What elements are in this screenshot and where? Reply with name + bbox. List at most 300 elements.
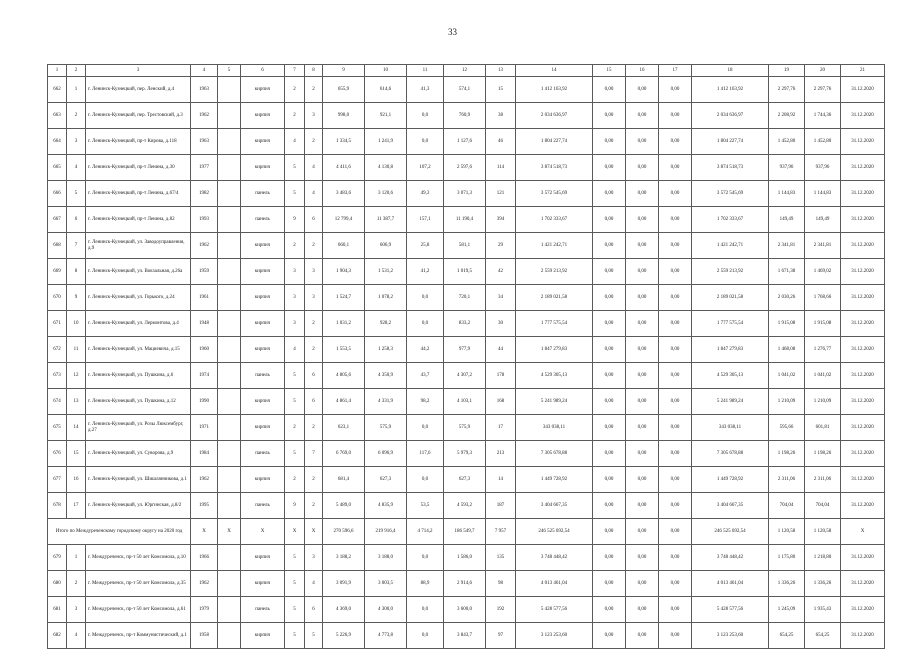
- cell-c19: 1 120,58: [769, 519, 805, 545]
- cell-address: г. Ленинск-Кузнецкий, пр-т Ленина, д.67/4: [86, 181, 191, 207]
- cell-c5: [218, 233, 241, 259]
- cell-c19: 2 030,26: [769, 285, 805, 311]
- cell-c10: 4 300,0: [365, 597, 407, 623]
- cell-c11: 88,9: [407, 571, 444, 597]
- cell-c11: 0,0: [407, 467, 444, 493]
- cell-c7: 5: [285, 389, 305, 415]
- cell-c18: 343 038,11: [692, 415, 769, 441]
- cell-c2: 12: [67, 363, 86, 389]
- cell-c15: 0,00: [593, 233, 626, 259]
- cell-c8: 5: [305, 623, 323, 649]
- column-header-4: 4: [191, 65, 218, 77]
- cell-c18: 246 525 692,54: [692, 519, 769, 545]
- table-row: [48, 207, 885, 233]
- cell-c18: 2 559 213,92: [692, 259, 769, 285]
- cell-c12: 3 600,0: [444, 597, 486, 623]
- column-header-11: 11: [407, 65, 444, 77]
- cell-c20: 1 210,09: [805, 389, 841, 415]
- column-header-9: 9: [323, 65, 365, 77]
- cell-c4: 1962: [191, 103, 218, 129]
- cell-c1: 667: [48, 207, 67, 233]
- table-row: [48, 337, 885, 363]
- cell-c18: 4 529 305,13: [692, 363, 769, 389]
- cell-address: г. Ленинск-Кузнецкий, ул. Юргинская, д.8/2: [86, 493, 191, 519]
- cell-c7: 3: [285, 311, 305, 337]
- cell-c6: кирпич: [241, 337, 285, 363]
- cell-c11: 0,0: [407, 415, 444, 441]
- cell-c17: 0,00: [659, 103, 692, 129]
- cell-c5: [218, 285, 241, 311]
- cell-c18: 5 428 577,56: [692, 597, 769, 623]
- cell-c20: 1 744,36: [805, 103, 841, 129]
- cell-c21: 31.12.2020: [841, 389, 885, 415]
- cell-c9: 4 411,6: [323, 155, 365, 181]
- cell-c2: 4: [67, 623, 86, 649]
- cell-c19: 1 198,26: [769, 441, 805, 467]
- table-row: [48, 181, 885, 207]
- cell-c7: 2: [285, 103, 305, 129]
- cell-c13: 15: [486, 77, 516, 103]
- cell-c9: 1 031,2: [323, 311, 365, 337]
- cell-address: г. Ленинск-Кузнецкий, ул. Пушкина, д.6: [86, 363, 191, 389]
- cell-c18: 3 572 545,69: [692, 181, 769, 207]
- cell-c2: 6: [67, 207, 86, 233]
- cell-c2: 2: [67, 103, 86, 129]
- cell-c19: 1 041,02: [769, 363, 805, 389]
- cell-c6: X: [241, 519, 285, 545]
- cell-c9: 660,1: [323, 233, 365, 259]
- cell-c18: 2 189 021,58: [692, 285, 769, 311]
- cell-c6: панель: [241, 441, 285, 467]
- cell-c17: 0,00: [659, 493, 692, 519]
- cell-c8: 4: [305, 571, 323, 597]
- cell-c18: 1 412 163,92: [692, 77, 769, 103]
- cell-c7: 5: [285, 545, 305, 571]
- cell-c9: 1 553,5: [323, 337, 365, 363]
- cell-c12: 186 549,7: [444, 519, 486, 545]
- cell-c7: 2: [285, 467, 305, 493]
- cell-c12: 1 586,0: [444, 545, 486, 571]
- table-row: [48, 103, 885, 129]
- cell-c11: 25,8: [407, 233, 444, 259]
- cell-c15: 0,00: [593, 389, 626, 415]
- cell-c11: 0,0: [407, 285, 444, 311]
- cell-c4: 1962: [191, 467, 218, 493]
- cell-c21: 31.12.2020: [841, 467, 885, 493]
- cell-c11: 0,0: [407, 311, 444, 337]
- cell-c15: 0,00: [593, 597, 626, 623]
- cell-c19: 149,49: [769, 207, 805, 233]
- column-header-7: 7: [285, 65, 305, 77]
- cell-c9: 5 226,9: [323, 623, 365, 649]
- cell-c12: 4 593,2: [444, 493, 486, 519]
- cell-c13: 213: [486, 441, 516, 467]
- cell-c19: 937,96: [769, 155, 805, 181]
- table-row: [48, 415, 885, 441]
- cell-c4: 1960: [191, 337, 218, 363]
- cell-c21: 31.12.2020: [841, 311, 885, 337]
- cell-c18: 1 702 333,67: [692, 207, 769, 233]
- cell-c21: 31.12.2020: [841, 597, 885, 623]
- cell-c2: 14: [67, 415, 86, 441]
- cell-c6: кирпич: [241, 155, 285, 181]
- cell-c20: 704,04: [805, 493, 841, 519]
- cell-c21: 31.12.2020: [841, 285, 885, 311]
- cell-c9: 5 489,0: [323, 493, 365, 519]
- cell-c14: 3 572 545,69: [516, 181, 593, 207]
- cell-c5: [218, 389, 241, 415]
- cell-c5: [218, 311, 241, 337]
- cell-c10: 11 387,7: [365, 207, 407, 233]
- cell-c16: 0,00: [626, 181, 659, 207]
- cell-c16: 0,00: [626, 259, 659, 285]
- cell-c8: 3: [305, 285, 323, 311]
- cell-c5: [218, 623, 241, 649]
- cell-c1: 678: [48, 493, 67, 519]
- cell-c7: 3: [285, 285, 305, 311]
- cell-c20: 1 120,58: [805, 519, 841, 545]
- cell-c8: 6: [305, 363, 323, 389]
- column-header-5: 5: [218, 65, 241, 77]
- cell-c9: 6 769,0: [323, 441, 365, 467]
- cell-c4: 1993: [191, 207, 218, 233]
- cell-c17: 0,00: [659, 311, 692, 337]
- cell-c17: 0,00: [659, 597, 692, 623]
- cell-c19: 2 341,81: [769, 233, 805, 259]
- total-label: Итого по Междуреченскому городскому округу на 2020 год: [48, 519, 191, 545]
- cell-c5: [218, 103, 241, 129]
- cell-c12: 1 127,6: [444, 129, 486, 155]
- cell-c17: 0,00: [659, 363, 692, 389]
- cell-c6: кирпич: [241, 389, 285, 415]
- cell-c6: кирпич: [241, 233, 285, 259]
- cell-c18: 1 777 575,54: [692, 311, 769, 337]
- cell-c9: 1 334,5: [323, 129, 365, 155]
- cell-c15: 0,00: [593, 155, 626, 181]
- cell-address: г. Ленинск-Кузнецкий, ул. Шишлянникова, д.1: [86, 467, 191, 493]
- cell-c1: 671: [48, 311, 67, 337]
- cell-c12: 5 979,3: [444, 441, 486, 467]
- cell-c13: 46: [486, 129, 516, 155]
- cell-c17: 0,00: [659, 259, 692, 285]
- cell-c1: 676: [48, 441, 67, 467]
- cell-c1: 681: [48, 597, 67, 623]
- cell-c19: 1 915,08: [769, 311, 805, 337]
- cell-c8: 2: [305, 77, 323, 103]
- cell-c6: панель: [241, 493, 285, 519]
- cell-c21: X: [841, 519, 885, 545]
- cell-c6: кирпич: [241, 623, 285, 649]
- cell-c16: 0,00: [626, 311, 659, 337]
- cell-c19: 704,04: [769, 493, 805, 519]
- cell-c1: 662: [48, 77, 67, 103]
- cell-c14: 246 525 692,54: [516, 519, 593, 545]
- cell-c4: 1962: [191, 571, 218, 597]
- cell-c12: 574,1: [444, 77, 486, 103]
- cell-c21: 31.12.2020: [841, 77, 885, 103]
- cell-c1: 673: [48, 363, 67, 389]
- column-number-row: [48, 65, 885, 77]
- cell-c2: 17: [67, 493, 86, 519]
- cell-c12: 575,9: [444, 415, 486, 441]
- cell-c9: 655,9: [323, 77, 365, 103]
- cell-c17: 0,00: [659, 545, 692, 571]
- cell-c14: 343 038,11: [516, 415, 593, 441]
- cell-c13: 44: [486, 337, 516, 363]
- cell-address: г. Ленинск-Кузнецкий, ул. Мациевича, д.15: [86, 337, 191, 363]
- cell-c8: 2: [305, 311, 323, 337]
- cell-c21: 31.12.2020: [841, 155, 885, 181]
- cell-c5: [218, 571, 241, 597]
- cell-c6: панель: [241, 363, 285, 389]
- cell-c12: 720,1: [444, 285, 486, 311]
- cell-c21: 31.12.2020: [841, 415, 885, 441]
- cell-c8: 2: [305, 493, 323, 519]
- cell-c21: 31.12.2020: [841, 363, 885, 389]
- cell-c11: 117,6: [407, 441, 444, 467]
- column-header-15: 15: [593, 65, 626, 77]
- cell-c9: 998,0: [323, 103, 365, 129]
- cell-c5: [218, 467, 241, 493]
- table-row: [48, 467, 885, 493]
- cell-c14: 2 559 213,92: [516, 259, 593, 285]
- cell-c15: 0,00: [593, 519, 626, 545]
- cell-c14: 1 421 242,71: [516, 233, 593, 259]
- cell-c6: кирпич: [241, 285, 285, 311]
- cell-c18: 5 241 989,24: [692, 389, 769, 415]
- cell-c21: 31.12.2020: [841, 233, 885, 259]
- cell-c8: 2: [305, 467, 323, 493]
- cell-c13: 29: [486, 233, 516, 259]
- cell-c2: 7: [67, 233, 86, 259]
- cell-c18: 7 305 678,88: [692, 441, 769, 467]
- cell-c8: 2: [305, 415, 323, 441]
- cell-c4: 1963: [191, 77, 218, 103]
- cell-c6: панель: [241, 181, 285, 207]
- cell-c11: 157,1: [407, 207, 444, 233]
- cell-c2: 9: [67, 285, 86, 311]
- cell-c17: 0,00: [659, 207, 692, 233]
- table-row: [48, 259, 885, 285]
- cell-c6: кирпич: [241, 467, 285, 493]
- column-header-2: 2: [67, 65, 86, 77]
- table-row: [48, 623, 885, 649]
- cell-c19: 1 468,08: [769, 337, 805, 363]
- page-number: 33: [448, 27, 457, 37]
- cell-c14: 1 847 279,83: [516, 337, 593, 363]
- cell-c13: 97: [486, 623, 516, 649]
- column-header-6: 6: [241, 65, 285, 77]
- cell-c5: X: [218, 519, 241, 545]
- cell-c6: кирпич: [241, 259, 285, 285]
- cell-c19: 1 175,80: [769, 545, 805, 571]
- cell-c18: 1 847 279,83: [692, 337, 769, 363]
- cell-c20: 1 469,02: [805, 259, 841, 285]
- cell-c18: 3 123 253,60: [692, 623, 769, 649]
- column-header-1: 1: [48, 65, 67, 77]
- cell-c5: [218, 259, 241, 285]
- cell-c15: 0,00: [593, 337, 626, 363]
- cell-c4: 1979: [191, 597, 218, 623]
- cell-c17: 0,00: [659, 623, 692, 649]
- cell-address: г. Ленинск-Кузнецкий, ул. Пушкина, д.12: [86, 389, 191, 415]
- cell-c10: 3 003,5: [365, 571, 407, 597]
- cell-c19: 1 210,09: [769, 389, 805, 415]
- table-row: [48, 129, 885, 155]
- cell-c16: 0,00: [626, 129, 659, 155]
- cell-c14: 3 123 253,60: [516, 623, 593, 649]
- cell-c2: 13: [67, 389, 86, 415]
- cell-c6: кирпич: [241, 129, 285, 155]
- cell-address: г. Ленинск-Кузнецкий, ул. Горького, д.24: [86, 285, 191, 311]
- cell-c4: 1995: [191, 493, 218, 519]
- cell-c11: 98,2: [407, 389, 444, 415]
- cell-c20: 1 144,83: [805, 181, 841, 207]
- cell-c6: панель: [241, 597, 285, 623]
- cell-c4: 1963: [191, 129, 218, 155]
- cell-c16: 0,00: [626, 467, 659, 493]
- cell-c9: 3 188,2: [323, 545, 365, 571]
- cell-c18: 3 404 667,35: [692, 493, 769, 519]
- cell-address: г. Ленинск-Кузнецкий, пр-т Ленина, д.30: [86, 155, 191, 181]
- cell-address: г. Междуреченск, пр-т 50 лет Комсомола, д.61: [86, 597, 191, 623]
- cell-c21: 31.12.2020: [841, 493, 885, 519]
- cell-c20: 1 218,80: [805, 545, 841, 571]
- column-header-21: 21: [841, 65, 885, 77]
- cell-c4: 1966: [191, 545, 218, 571]
- table-row: [48, 597, 885, 623]
- cell-c14: 1 777 575,54: [516, 311, 593, 337]
- cell-c15: 0,00: [593, 363, 626, 389]
- cell-c11: 0,0: [407, 545, 444, 571]
- column-header-13: 13: [486, 65, 516, 77]
- cell-c6: кирпич: [241, 545, 285, 571]
- cell-c5: [218, 207, 241, 233]
- table-body: [48, 77, 885, 649]
- cell-c7: 5: [285, 155, 305, 181]
- cell-c2: 16: [67, 467, 86, 493]
- cell-c8: 2: [305, 337, 323, 363]
- cell-c1: 668: [48, 233, 67, 259]
- cell-c4: X: [191, 519, 218, 545]
- cell-c12: 833,2: [444, 311, 486, 337]
- cell-c4: 1962: [191, 233, 218, 259]
- cell-c16: 0,00: [626, 233, 659, 259]
- cell-c5: [218, 155, 241, 181]
- cell-c13: 178: [486, 363, 516, 389]
- column-header-10: 10: [365, 65, 407, 77]
- cell-c21: 31.12.2020: [841, 441, 885, 467]
- total-row: [48, 519, 885, 545]
- cell-c14: 7 305 678,88: [516, 441, 593, 467]
- cell-c12: 627,3: [444, 467, 486, 493]
- cell-c5: [218, 181, 241, 207]
- cell-c5: [218, 597, 241, 623]
- cell-c9: 623,1: [323, 415, 365, 441]
- cell-c11: 0,0: [407, 129, 444, 155]
- cell-c10: 627,3: [365, 467, 407, 493]
- cell-c8: 4: [305, 155, 323, 181]
- cell-c17: 0,00: [659, 337, 692, 363]
- cell-c6: кирпич: [241, 77, 285, 103]
- cell-c1: 669: [48, 259, 67, 285]
- cell-address: г. Ленинск-Кузнецкий, ул. Суворова, д.9: [86, 441, 191, 467]
- cell-c13: 14: [486, 467, 516, 493]
- cell-c5: [218, 415, 241, 441]
- table-row: [48, 285, 885, 311]
- cell-c13: 38: [486, 103, 516, 129]
- cell-c19: 1 144,83: [769, 181, 805, 207]
- column-header-18: 18: [692, 65, 769, 77]
- cell-c17: 0,00: [659, 155, 692, 181]
- table-row: [48, 77, 885, 103]
- cell-c16: 0,00: [626, 623, 659, 649]
- cell-c9: 12 799,4: [323, 207, 365, 233]
- cell-c2: 1: [67, 545, 86, 571]
- cell-c10: 1 241,9: [365, 129, 407, 155]
- cell-c18: 1 804 227,74: [692, 129, 769, 155]
- cell-c20: 601,81: [805, 415, 841, 441]
- cell-c16: 0,00: [626, 597, 659, 623]
- column-header-12: 12: [444, 65, 486, 77]
- cell-c13: 17: [486, 415, 516, 441]
- cell-c18: 1 421 242,71: [692, 233, 769, 259]
- cell-c14: 2 189 021,58: [516, 285, 593, 311]
- cell-c8: 2: [305, 129, 323, 155]
- cell-c9: 4 861,4: [323, 389, 365, 415]
- cell-c2: 11: [67, 337, 86, 363]
- cell-c1: 670: [48, 285, 67, 311]
- cell-c7: 5: [285, 363, 305, 389]
- cell-c21: 31.12.2020: [841, 259, 885, 285]
- cell-c18: 3 748 448,42: [692, 545, 769, 571]
- table-row: [48, 545, 885, 571]
- cell-c12: 760,9: [444, 103, 486, 129]
- cell-c12: 4 307,2: [444, 363, 486, 389]
- cell-c20: 937,96: [805, 155, 841, 181]
- cell-c17: 0,00: [659, 77, 692, 103]
- cell-c18: 4 013 461,04: [692, 571, 769, 597]
- cell-c16: 0,00: [626, 337, 659, 363]
- cell-c15: 0,00: [593, 311, 626, 337]
- cell-c7: 9: [285, 493, 305, 519]
- cell-c10: 1 078,2: [365, 285, 407, 311]
- cell-c19: 2 208,92: [769, 103, 805, 129]
- cell-c11: 44,2: [407, 337, 444, 363]
- cell-c8: 2: [305, 233, 323, 259]
- cell-c17: 0,00: [659, 233, 692, 259]
- cell-c4: 1984: [191, 441, 218, 467]
- cell-c6: кирпич: [241, 571, 285, 597]
- cell-c12: 2 597,6: [444, 155, 486, 181]
- cell-c20: 2 341,81: [805, 233, 841, 259]
- cell-c14: 5 428 577,56: [516, 597, 593, 623]
- cell-address: г. Ленинск-Кузнецкий, ул. Розы Люксембург, д.27: [86, 415, 191, 441]
- cell-c10: 219 916,4: [365, 519, 407, 545]
- cell-c4: 1977: [191, 155, 218, 181]
- cell-c9: 3 091,9: [323, 571, 365, 597]
- cell-c1: 664: [48, 129, 67, 155]
- cell-c7: 5: [285, 571, 305, 597]
- cell-c10: 3 120,6: [365, 181, 407, 207]
- cell-c17: 0,00: [659, 181, 692, 207]
- cell-c17: 0,00: [659, 415, 692, 441]
- cell-c12: 3 071,3: [444, 181, 486, 207]
- cell-c19: 595,66: [769, 415, 805, 441]
- cell-c8: 3: [305, 545, 323, 571]
- cell-c20: 1 915,08: [805, 311, 841, 337]
- cell-c4: 1958: [191, 623, 218, 649]
